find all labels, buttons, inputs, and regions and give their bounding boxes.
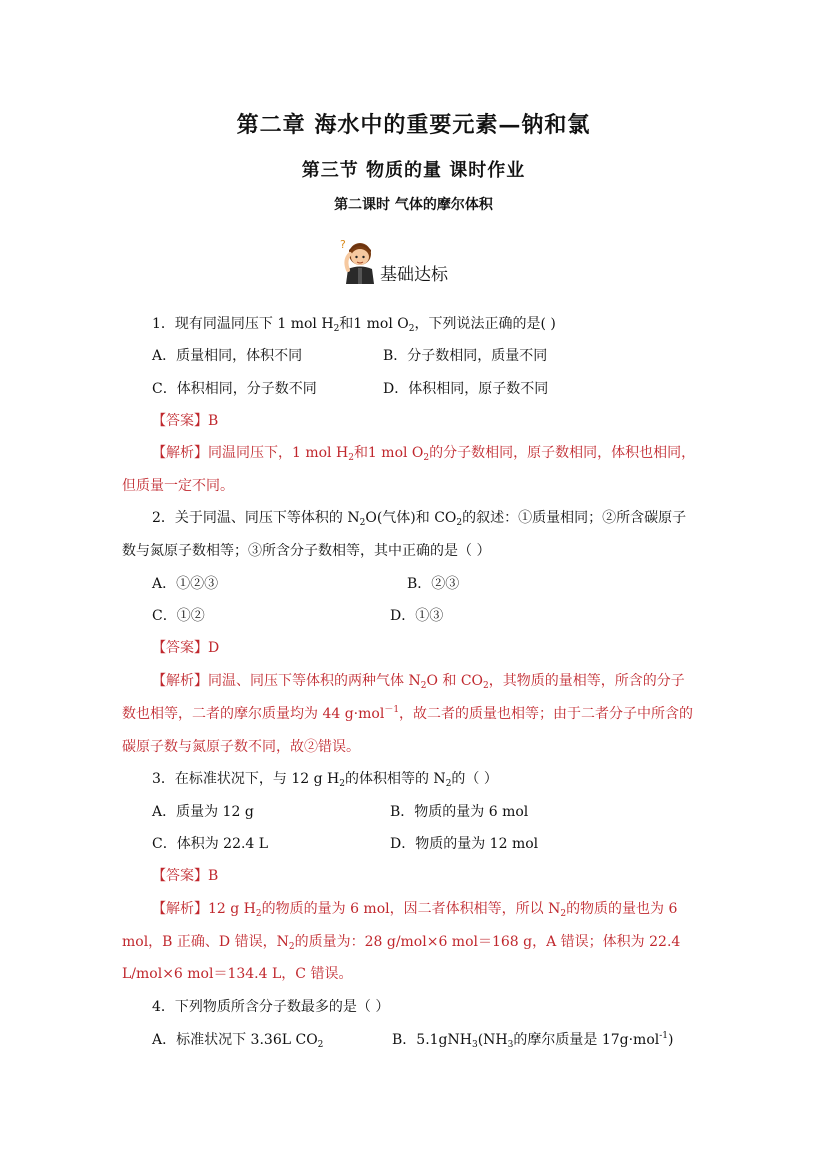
question-3-option-a: A．质量为 12 g	[152, 804, 254, 820]
section-title: 第三节 物质的量 课时作业	[301, 160, 526, 181]
question-2-explanation-line-2: 数也相等，二者的摩尔质量均为 44 g·mol$^{-1}$，故二者的质量也相等；由于二者分子中所含的	[122, 705, 694, 722]
question-1-explanation-line-2: 但质量一定不同。	[122, 478, 234, 494]
question-4-stem: 4．下列物质所含分子数最多的是（ ）	[152, 999, 390, 1015]
question-1-explanation-line-1: 【解析】同温同压下，1 mol $H_2$和1 mol $O_2$的分子数相同，原子数相同，体积也相同，	[152, 445, 696, 463]
question-1-answer: 【答案】B	[152, 413, 219, 429]
question-1-option-c: C．体积相同，分子数不同	[152, 381, 317, 397]
question-4-option-b: B．$5.1gNH_3(NH_3$的摩尔质量是 17g·mol$^{-1}$)	[392, 1031, 674, 1050]
question-2-option-c: C．①②	[152, 608, 205, 624]
question-3-explanation-line-2: mol，B 正确、D 错误，$N_2$的质量为：28 g/mol×6 mol＝168 g，A 错误；体积为 22.4	[122, 934, 681, 952]
question-1-option-d: D．体积相同，原子数不同	[383, 381, 549, 397]
question-1-option-b: B．分子数相同，质量不同	[383, 348, 548, 364]
banner-label: 基础达标	[380, 265, 448, 285]
chapter-title: 第二章 海水中的重要元素—钠和氯	[236, 112, 591, 138]
svg-text:?: ?	[340, 238, 346, 251]
question-1-stem: 1．现有同温同压下 1 mol $H_2$和1 mol $O_2$，下列说法正确的是( )	[152, 316, 556, 334]
question-3-option-d: D．物质的量为 12 mol	[390, 836, 539, 852]
question-2-stem-line-1: 2．关于同温、同压下等体积的 $N_2O$(气体)和 $CO_2$的叙述：①质量相同；②所含碳原子	[152, 510, 687, 528]
question-2-option-b: B．②③	[407, 576, 460, 592]
question-3-option-b: B．物质的量为 6 mol	[390, 804, 529, 820]
question-2-explanation-line-3: 碳原子数与氮原子数不同，故②错误。	[122, 739, 360, 755]
question-1-option-a: A．质量相同，体积不同	[152, 348, 303, 364]
question-2-option-a: A．①②③	[152, 576, 219, 592]
question-2-option-d: D．①③	[390, 608, 444, 624]
question-3-explanation-line-3: L/mol×6 mol＝134.4 L，C 错误。	[122, 966, 353, 982]
question-3-answer: 【答案】B	[152, 868, 219, 884]
question-3-option-c: C．体积为 22.4 L	[152, 836, 269, 852]
question-3-stem: 3．在标准状况下，与 12 g $H_2$的体积相等的 $N_2$的（ ）	[152, 771, 498, 789]
question-2-answer: 【答案】D	[152, 640, 220, 656]
question-2-stem-line-2: 数与氮原子数相等；③所含分子数相等，其中正确的是（ ）	[122, 543, 491, 559]
question-3-explanation-line-1: 【解析】12 g $H_2$的物质的量为 6 mol，因二者体积相等，所以 $N_2$的物质的量也为 6	[152, 901, 678, 919]
question-4-option-a: A．标准状况下 3.36L $CO_2$	[152, 1032, 324, 1050]
thinking-student-icon	[338, 236, 382, 284]
basic-banner	[338, 236, 498, 284]
lesson-title: 第二课时 气体的摩尔体积	[334, 197, 493, 213]
question-2-explanation-line-1: 【解析】同温、同压下等体积的两种气体 $N_2O$ 和 $CO_2$，其物质的量相等，所含的分子	[152, 673, 685, 691]
